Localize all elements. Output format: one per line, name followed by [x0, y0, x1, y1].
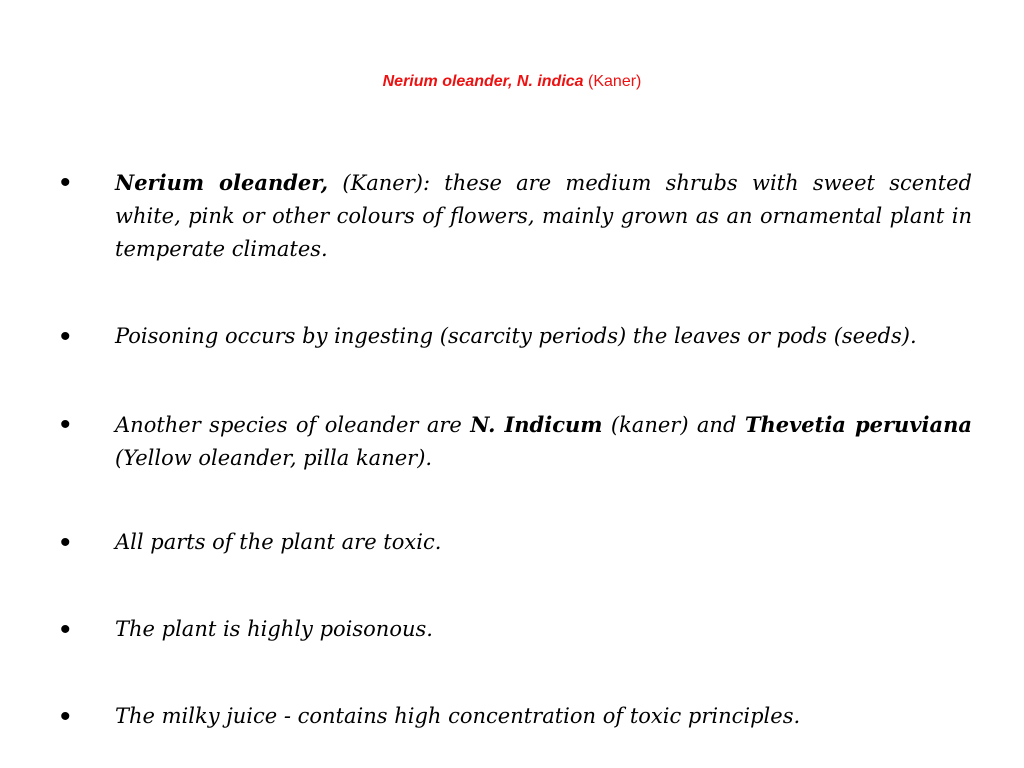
- bullet-icon: •: [60, 408, 71, 441]
- bullet-species-thevetia: Thevetia peruviana: [744, 412, 972, 437]
- bullet-icon: •: [60, 700, 71, 733]
- slide-title-common-name: (Kaner): [583, 73, 642, 90]
- bullet-icon: •: [60, 320, 71, 353]
- bullet-item: [60, 613, 972, 646]
- bullet-icon: •: [60, 613, 71, 646]
- bullet-icon: •: [60, 526, 71, 559]
- bullet-text: [115, 320, 972, 353]
- bullet-item: [60, 166, 972, 266]
- bullet-body-part-b: (kaner) and: [602, 413, 745, 437]
- bullet-body: Poisoning occurs by ingesting (scarcity periods) the leaves or pods (seeds).: [115, 324, 917, 348]
- bullet-text: [115, 408, 972, 475]
- bullet-body-part-c: (Yellow oleander, pilla kaner).: [115, 446, 433, 470]
- bullet-item: [60, 408, 972, 475]
- bullet-body: All parts of the plant are toxic.: [115, 530, 442, 554]
- bullet-bold-lead: Nerium oleander,: [115, 170, 329, 195]
- bullet-icon: •: [60, 166, 71, 199]
- bullet-item: [60, 320, 972, 353]
- bullet-item: [60, 526, 972, 559]
- bullet-body: The milky juice - contains high concentration of toxic principles.: [115, 704, 801, 728]
- bullet-text: [115, 166, 972, 266]
- bullet-text: [115, 613, 972, 646]
- bullet-text: [115, 526, 972, 559]
- bullet-text: [115, 700, 972, 733]
- bullet-species-n-indicum: N. Indicum: [470, 412, 603, 437]
- bullet-body-part-a: Another species of oleander are: [115, 413, 471, 437]
- bullet-body: The plant is highly poisonous.: [115, 617, 433, 641]
- slide-title: [0, 72, 1024, 92]
- slide-title-latin-name: Nerium oleander, N. indica: [382, 73, 584, 90]
- bullet-item: [60, 700, 972, 733]
- bullet-body: (Kaner): these are medium shrubs with sweet scented white, pink or other colours of flowers, mainly grown as an ornamental plant in temperate climates.: [115, 171, 973, 261]
